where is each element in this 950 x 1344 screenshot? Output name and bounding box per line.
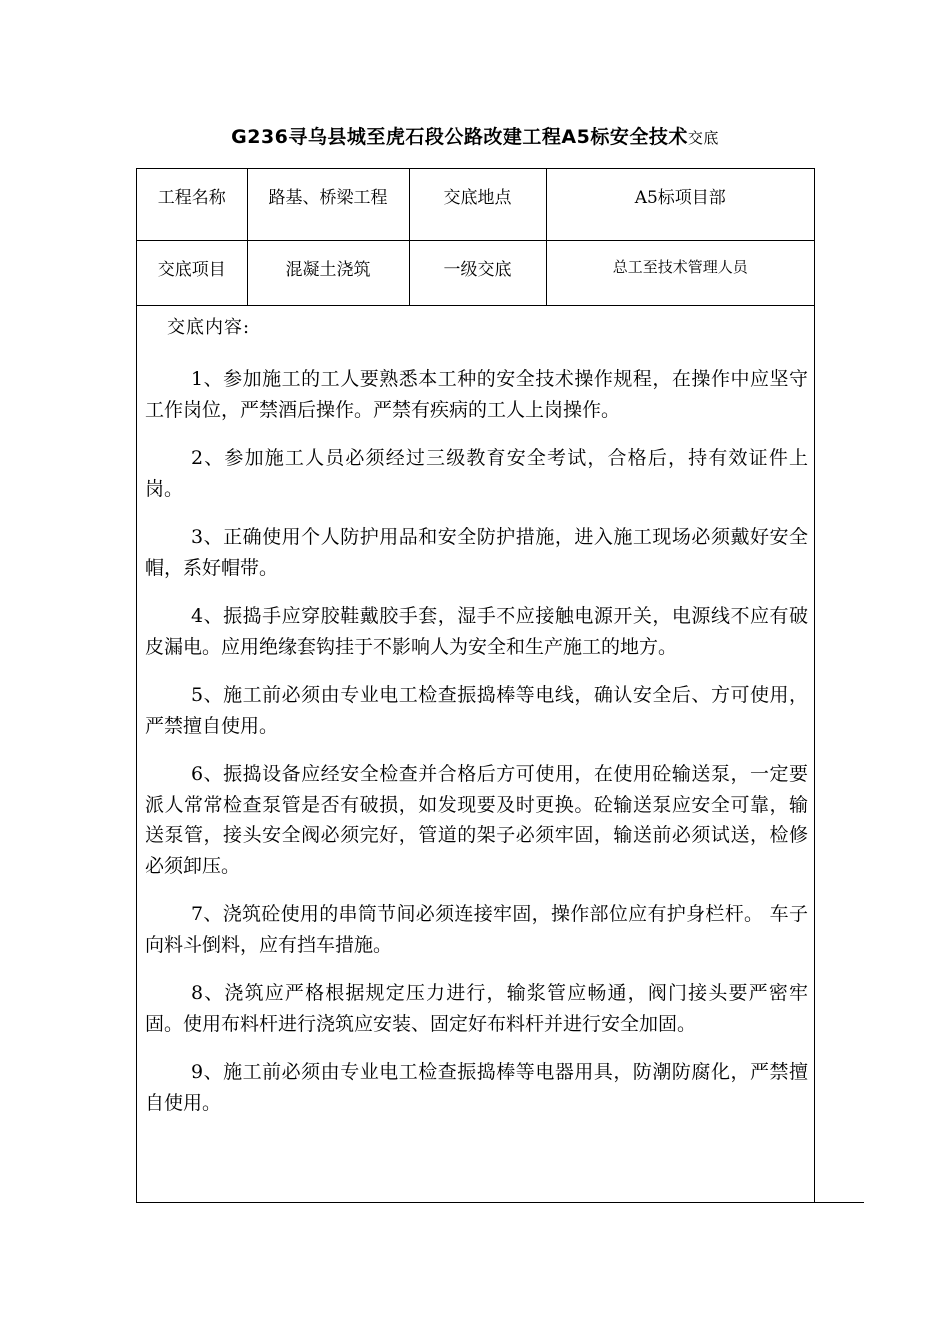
document-title-main: G236寻乌县城至虎石段公路改建工程A5标安全技术 — [231, 126, 688, 148]
content-paragraph-2: 2、参加施工人员必须经过三级教育安全考试，合格后，持有效证件上岗。 — [145, 447, 808, 500]
content-paragraph-1: 1、参加施工的工人要熟悉本工种的安全技术操作规程，在操作中应坚守工作岗位，严禁酒后操作。严禁有疾病的工人上岗操作。 — [145, 368, 808, 421]
content-paragraph-8: 8、浇筑应严格根据规定压力进行，输浆管应畅通，阀门接头要严密牢固。使用布料杆进行浇筑应安装、固定好布料杆并进行安全加固。 — [145, 982, 808, 1035]
project-name-label: 工程名称 — [137, 169, 247, 240]
disclosure-item-value: 混凝土浇筑 — [247, 240, 409, 305]
content-paragraph-3: 3、正确使用个人防护用品和安全防护措施，进入施工现场必须戴好安全帽，系好帽带。 — [145, 526, 808, 579]
info-row-2 — [137, 240, 814, 305]
document-title — [0, 122, 950, 149]
disclosure-content — [145, 307, 808, 1118]
content-paragraph-4: 4、振捣手应穿胶鞋戴胶手套，湿手不应接触电源开关，电源线不应有破皮漏电。应用绝缘套钩挂于不影响人为安全和生产施工的地方。 — [145, 605, 808, 658]
disclosure-location-label: 交底地点 — [409, 169, 546, 240]
content-paragraph-7: 7、浇筑砼使用的串筒节间必须连接牢固，操作部位应有护身栏杆。 车子向料斗倒料，应有挡车措施。 — [145, 903, 808, 956]
disclosure-scope: 总工至技术管理人员 — [546, 240, 814, 305]
project-name-value: 路基、桥梁工程 — [247, 169, 409, 240]
disclosure-form — [136, 168, 815, 1202]
bottom-border-line — [136, 1202, 864, 1203]
content-paragraph-6: 6、振捣设备应经安全检查并合格后方可使用，在使用砼输送泵，一定要派人常常检查泵管是否有破损，如发现要及时更换。砼输送泵应安全可靠，输送泵管，接头安全阀必须完好，管道的架子必须牢固，输送前必须试送，检修必须卸压。 — [145, 763, 808, 877]
content-paragraph-9: 9、施工前必须由专业电工检查振捣棒等电器用具，防潮防腐化，严禁擅自使用。 — [145, 1061, 808, 1114]
disclosure-location-value: A5标项目部 — [546, 169, 814, 240]
disclosure-level: 一级交底 — [409, 240, 546, 305]
content-label: 交底内容: — [167, 317, 251, 338]
disclosure-item-label: 交底项目 — [137, 240, 247, 305]
content-paragraph-5: 5、施工前必须由专业电工检查振捣棒等电线，确认安全后、方可使用，严禁擅自使用。 — [145, 684, 808, 737]
info-table — [137, 169, 814, 306]
document-title-suffix: 交底 — [687, 129, 719, 147]
info-row-1 — [137, 169, 814, 240]
